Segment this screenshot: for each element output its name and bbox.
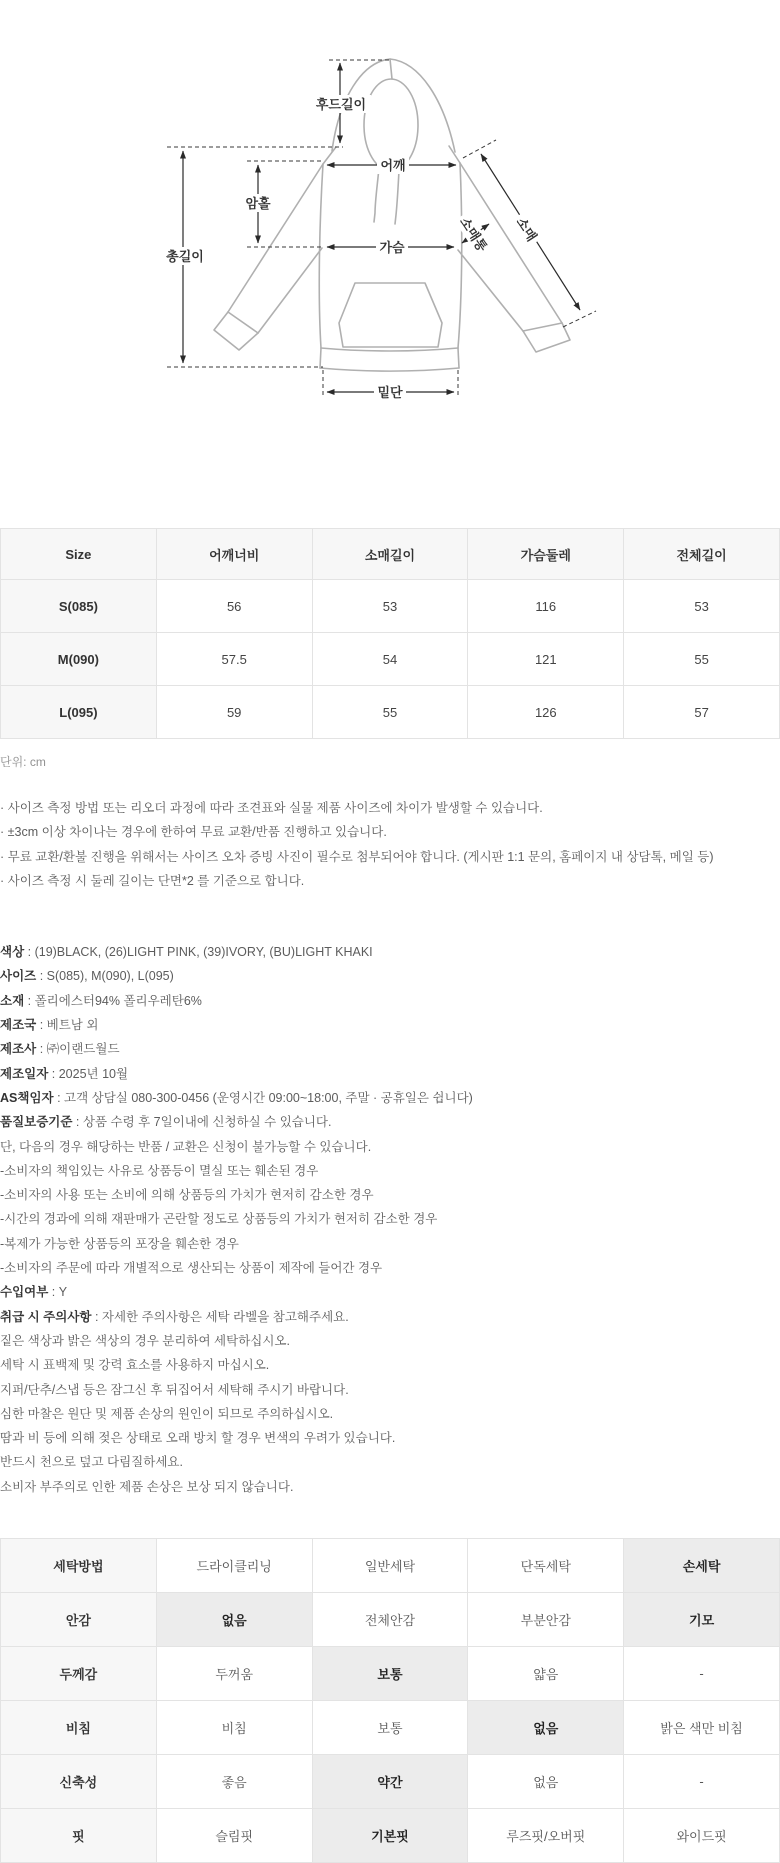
product-info-line: 심한 마찰은 원단 및 제품 손상의 원인이 되므로 주의하십시오. [0, 1406, 334, 1421]
size-spec-table [0, 528, 780, 739]
care-option-cell-selected: 기모 [624, 1593, 780, 1647]
size-row-label: S(085) [1, 580, 157, 633]
care-option-cell: 보통 [312, 1701, 468, 1755]
care-option-cell: 전체안감 [312, 1593, 468, 1647]
care-option-cell: 비침 [156, 1701, 312, 1755]
care-row [1, 1701, 780, 1755]
size-col-header: Size [1, 529, 157, 580]
diagram-label-sleeve-width: 소매통 [457, 214, 491, 255]
care-info-table [0, 1538, 780, 1863]
care-row [1, 1539, 780, 1593]
care-option-cell: 없음 [468, 1755, 624, 1809]
diagram-label-total-length: 총길이 [166, 249, 204, 264]
care-option-cell: 드라이클리닝 [156, 1539, 312, 1593]
product-info-line: -복제가 가능한 상품등의 포장을 훼손한 경우 [0, 1236, 239, 1251]
size-cell: 57.5 [156, 633, 312, 686]
product-info-line: 단, 다음의 경우 해당하는 반품 / 교환은 신청이 불가능할 수 있습니다. [0, 1139, 372, 1154]
size-table-header-row [1, 529, 780, 580]
care-row [1, 1809, 780, 1863]
product-info-line: 반드시 천으로 덮고 다림질하세요. [0, 1455, 183, 1470]
care-row-label: 비침 [1, 1701, 157, 1755]
care-option-cell: 루즈핏/오버핏 [468, 1809, 624, 1863]
care-row-label: 두께감 [1, 1647, 157, 1701]
care-option-cell: 부분안감 [468, 1593, 624, 1647]
care-option-cell-selected: 보통 [312, 1647, 468, 1701]
size-cell: 116 [468, 580, 624, 633]
size-note-item: · 사이즈 측정 시 둘레 길이는 단면*2 를 기준으로 합니다. [0, 873, 305, 888]
product-info-line: 품질보증기준 : 상품 수령 후 7일이내에 신청하실 수 있습니다. [0, 1115, 332, 1130]
diagram-label-sleeve: 소매 [513, 214, 540, 244]
size-cell: 55 [624, 633, 780, 686]
product-info-line: -소비자의 사용 또는 소비에 의해 상품등의 가치가 현저히 감소한 경우 [0, 1188, 374, 1203]
care-option-cell: 좋음 [156, 1755, 312, 1809]
size-cell: 53 [312, 580, 468, 633]
size-table-row [1, 580, 780, 633]
size-cell: 56 [156, 580, 312, 633]
product-info-line: 취급 시 주의사항 : 자세한 주의사항은 세탁 라벨을 참고해주세요. [0, 1309, 349, 1324]
diagram-label-chest: 가슴 [379, 240, 405, 255]
product-info-line: 제조국 : 베트남 외 [0, 1018, 99, 1033]
size-guide-diagram [0, 0, 780, 430]
care-option-cell: 밝은 색만 비침 [624, 1701, 780, 1755]
size-col-header: 전체길이 [624, 529, 780, 580]
care-row-label: 신축성 [1, 1755, 157, 1809]
size-row-label: M(090) [1, 633, 157, 686]
product-info-line: -소비자의 책임있는 사유로 상품등이 멸실 또는 훼손된 경우 [0, 1163, 319, 1178]
care-option-cell: 단독세탁 [468, 1539, 624, 1593]
care-option-cell: - [624, 1755, 780, 1809]
product-info-line: AS책임자 : 고객 상담실 080-300-0456 (운영시간 09:00~18:00, 주말 · 공휴일은 쉽니다) [0, 1090, 473, 1105]
care-option-cell-selected: 약간 [312, 1755, 468, 1809]
product-info-line: 지퍼/단추/스냅 등은 잠그신 후 뒤집어서 세탁해 주시기 바랍니다. [0, 1382, 349, 1397]
care-option-cell-selected: 기본핏 [312, 1809, 468, 1863]
size-table-row [1, 633, 780, 686]
care-option-cell: 얇음 [468, 1647, 624, 1701]
size-notes [0, 796, 780, 893]
care-row-label: 핏 [1, 1809, 157, 1863]
size-note-item: · 사이즈 측정 방법 또는 리오더 과정에 따라 조견표와 실물 제품 사이즈에 차이가 발생할 수 있습니다. [0, 801, 543, 815]
product-info-line: 수입여부 : Y [0, 1285, 68, 1300]
size-cell: 126 [468, 686, 624, 739]
size-cell: 121 [468, 633, 624, 686]
care-option-cell-selected: 없음 [156, 1593, 312, 1647]
unit-note: 단위: cm [0, 755, 46, 769]
product-info-line: -소비자의 주문에 따라 개별적으로 생산되는 상품이 제작에 들어간 경우 [0, 1261, 383, 1276]
care-row [1, 1755, 780, 1809]
care-option-cell-selected: 손세탁 [624, 1539, 780, 1593]
product-info-line: 땀과 비 등에 의해 젖은 상태로 오래 방치 할 경우 변색의 우려가 있습니다. [0, 1431, 396, 1446]
product-info-line: 사이즈 : S(085), M(090), L(095) [0, 969, 174, 984]
product-info-line: 짙은 색상과 밝은 색상의 경우 분리하여 세탁하십시오. [0, 1333, 290, 1348]
diagram-label-armhole: 암홀 [245, 196, 271, 211]
care-option-cell: 슬림핏 [156, 1809, 312, 1863]
size-col-header: 가슴둘레 [468, 529, 624, 580]
product-info-line: -시간의 경과에 의해 재판매가 곤란할 정도로 상품등의 가치가 현저히 감소한 경우 [0, 1212, 438, 1227]
care-option-cell: 두꺼움 [156, 1647, 312, 1701]
product-info-line: 제조일자 : 2025년 10월 [0, 1066, 129, 1081]
size-cell: 54 [312, 633, 468, 686]
care-option-cell: - [624, 1647, 780, 1701]
product-info-line: 색상 : (19)BLACK, (26)LIGHT PINK, (39)IVORY, (BU)LIGHT KHAKI [0, 945, 373, 960]
care-option-cell: 일반세탁 [312, 1539, 468, 1593]
care-option-cell-selected: 없음 [468, 1701, 624, 1755]
product-info-line: 소재 : 폴리에스터94% 폴리우레탄6% [0, 993, 202, 1008]
size-cell: 57 [624, 686, 780, 739]
hoodie-outline [214, 59, 570, 371]
product-info-section [0, 940, 780, 1499]
care-row-label: 안감 [1, 1593, 157, 1647]
care-option-cell: 와이드핏 [624, 1809, 780, 1863]
size-col-header: 어깨너비 [156, 529, 312, 580]
care-row-label: 세탁방법 [1, 1539, 157, 1593]
size-cell: 53 [624, 580, 780, 633]
care-row [1, 1593, 780, 1647]
diagram-label-shoulder: 어깨 [380, 158, 406, 173]
size-note-item: · 무료 교환/환불 진행을 위해서는 사이즈 오차 증빙 사진이 필수로 첨부되어야 합니다. (게시판 1:1 문의, 홈페이지 내 상담톡, 메일 등) [0, 849, 714, 864]
size-col-header: 소매길이 [312, 529, 468, 580]
size-cell: 55 [312, 686, 468, 739]
diagram-label-hem: 밑단 [377, 385, 403, 400]
size-table-row [1, 686, 780, 739]
product-info-line: 소비자 부주의로 인한 제품 손상은 보상 되지 않습니다. [0, 1479, 294, 1494]
product-info-line: 세탁 시 표백제 및 강력 효소를 사용하지 마십시오. [0, 1358, 270, 1373]
size-row-label: L(095) [1, 686, 157, 739]
size-note-item: · ±3cm 이상 차이나는 경우에 한하여 무료 교환/반품 진행하고 있습니다. [0, 825, 387, 840]
product-info-line: 제조사 : ㈜이랜드월드 [0, 1042, 120, 1057]
care-row [1, 1647, 780, 1701]
diagram-label-hood-length: 후드길이 [315, 97, 367, 112]
size-cell: 59 [156, 686, 312, 739]
